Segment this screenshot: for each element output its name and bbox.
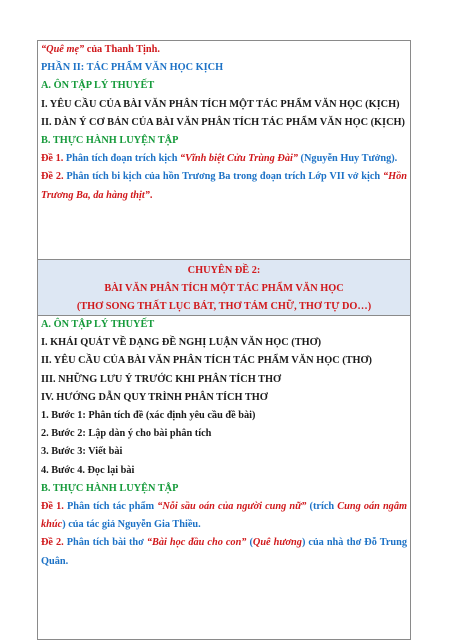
section-poetry [38, 316, 410, 639]
intro-quote: “Quê mẹ” [41, 44, 85, 55]
practice-heading: B. THỰC HÀNH LUYỆN TẬP [41, 482, 179, 494]
topic-banner [38, 259, 410, 316]
step-item: 2. Bước 2: Lập dàn ý cho bài phân tích [41, 428, 212, 440]
exercise-label: Đề 2. [41, 537, 64, 549]
exercise-work: “Hồn Trương Ba, da hàng thịt” [41, 171, 408, 201]
exercise-text: Phân tích bi kịch của hồn Trương Ba trong đoạn trích Lớp VII vở kịch [63, 171, 383, 183]
part-heading: PHẦN II: TÁC PHẨM VĂN HỌC KỊCH [41, 62, 224, 74]
exercise-end: ) của tác giả Nguyễn Gia Thiều. [62, 519, 201, 531]
theory-item: III. NHỮNG LƯU Ý TRƯỚC KHI PHÂN TÍCH THƠ [41, 373, 282, 385]
review-heading: A. ÔN TẬP LÝ THUYẾT [41, 319, 155, 330]
exercise-label: Đề 1. [41, 501, 64, 513]
exercise-source: Quê hương [252, 537, 302, 549]
topic-title: BÀI VĂN PHÂN TÍCH MỘT TÁC PHẨM VĂN HỌC [104, 283, 344, 294]
exercise-2 [41, 534, 407, 570]
step-item: 4. Bước 4. Đọc lại bài [41, 464, 135, 476]
exercise-work: “Bài học đầu cho con” [146, 537, 247, 549]
exercise-work: “Vĩnh biệt Cửu Trùng Đài” [180, 153, 298, 165]
step-item: 1. Bước 1: Phân tích đề (xác định yêu cầu đề bài) [41, 410, 256, 422]
exercise-author: (Nguyễn Huy Tưởng). [297, 153, 398, 165]
exercise-text: Phân tích đoạn trích kịch [63, 153, 181, 165]
exercise-source: Cung oán ngâm khúc [41, 501, 407, 531]
theory-item: II. DÀN Ý CƠ BẢN CỦA BÀI VĂN PHÂN TÍCH TÁC PHẨM VĂN HỌC (KỊCH) [41, 116, 405, 128]
theory-item: II. YÊU CẦU CỦA BÀI VĂN PHÂN TÍCH TÁC PHẨM VĂN HỌC (THƠ) [41, 355, 372, 367]
exercise-1 [41, 150, 407, 168]
content-table [37, 40, 411, 640]
exercise-2 [41, 168, 407, 204]
exercise-end: . [149, 189, 153, 201]
intro-line [41, 41, 407, 59]
exercise-mid: (trích [306, 501, 338, 513]
intro-rest: của Thanh Tịnh. [84, 44, 160, 55]
topic-number: CHUYÊN ĐỀ 2: [187, 265, 261, 276]
exercise-label: Đề 2. [41, 171, 64, 183]
step-item: 3. Bước 3: Viết bài [41, 446, 123, 458]
exercise-1 [41, 498, 407, 534]
topic-subtitle: (THƠ SONG THẤT LỤC BÁT, THƠ TÁM CHỮ, THƠ TỰ DO…) [76, 301, 372, 312]
exercise-paren: ( [246, 537, 253, 549]
theory-item: I. YÊU CẦU CỦA BÀI VĂN PHÂN TÍCH MỘT TÁC PHẨM VĂN HỌC (KỊCH) [41, 98, 400, 110]
theory-item: IV. HƯỚNG DẪN QUY TRÌNH PHÂN TÍCH THƠ [41, 391, 268, 403]
practice-heading: B. THỰC HÀNH LUYỆN TẬP [41, 135, 179, 147]
theory-item: I. KHÁI QUÁT VỀ DẠNG ĐỀ NGHỊ LUẬN VĂN HỌC (THƠ) [41, 337, 322, 349]
exercise-label: Đề 1. [41, 153, 64, 165]
exercise-text: Phân tích bài thơ [63, 537, 147, 549]
review-heading: A. ÔN TẬP LÝ THUYẾT [41, 80, 155, 92]
exercise-end: ) của nhà thơ Đỗ Trung Quân. [41, 537, 407, 567]
exercise-text: Phân tích tác phẩm [63, 501, 158, 513]
exercise-work: “Nỗi sầu oán của người cung nữ” [157, 501, 307, 513]
section-drama [38, 41, 410, 259]
